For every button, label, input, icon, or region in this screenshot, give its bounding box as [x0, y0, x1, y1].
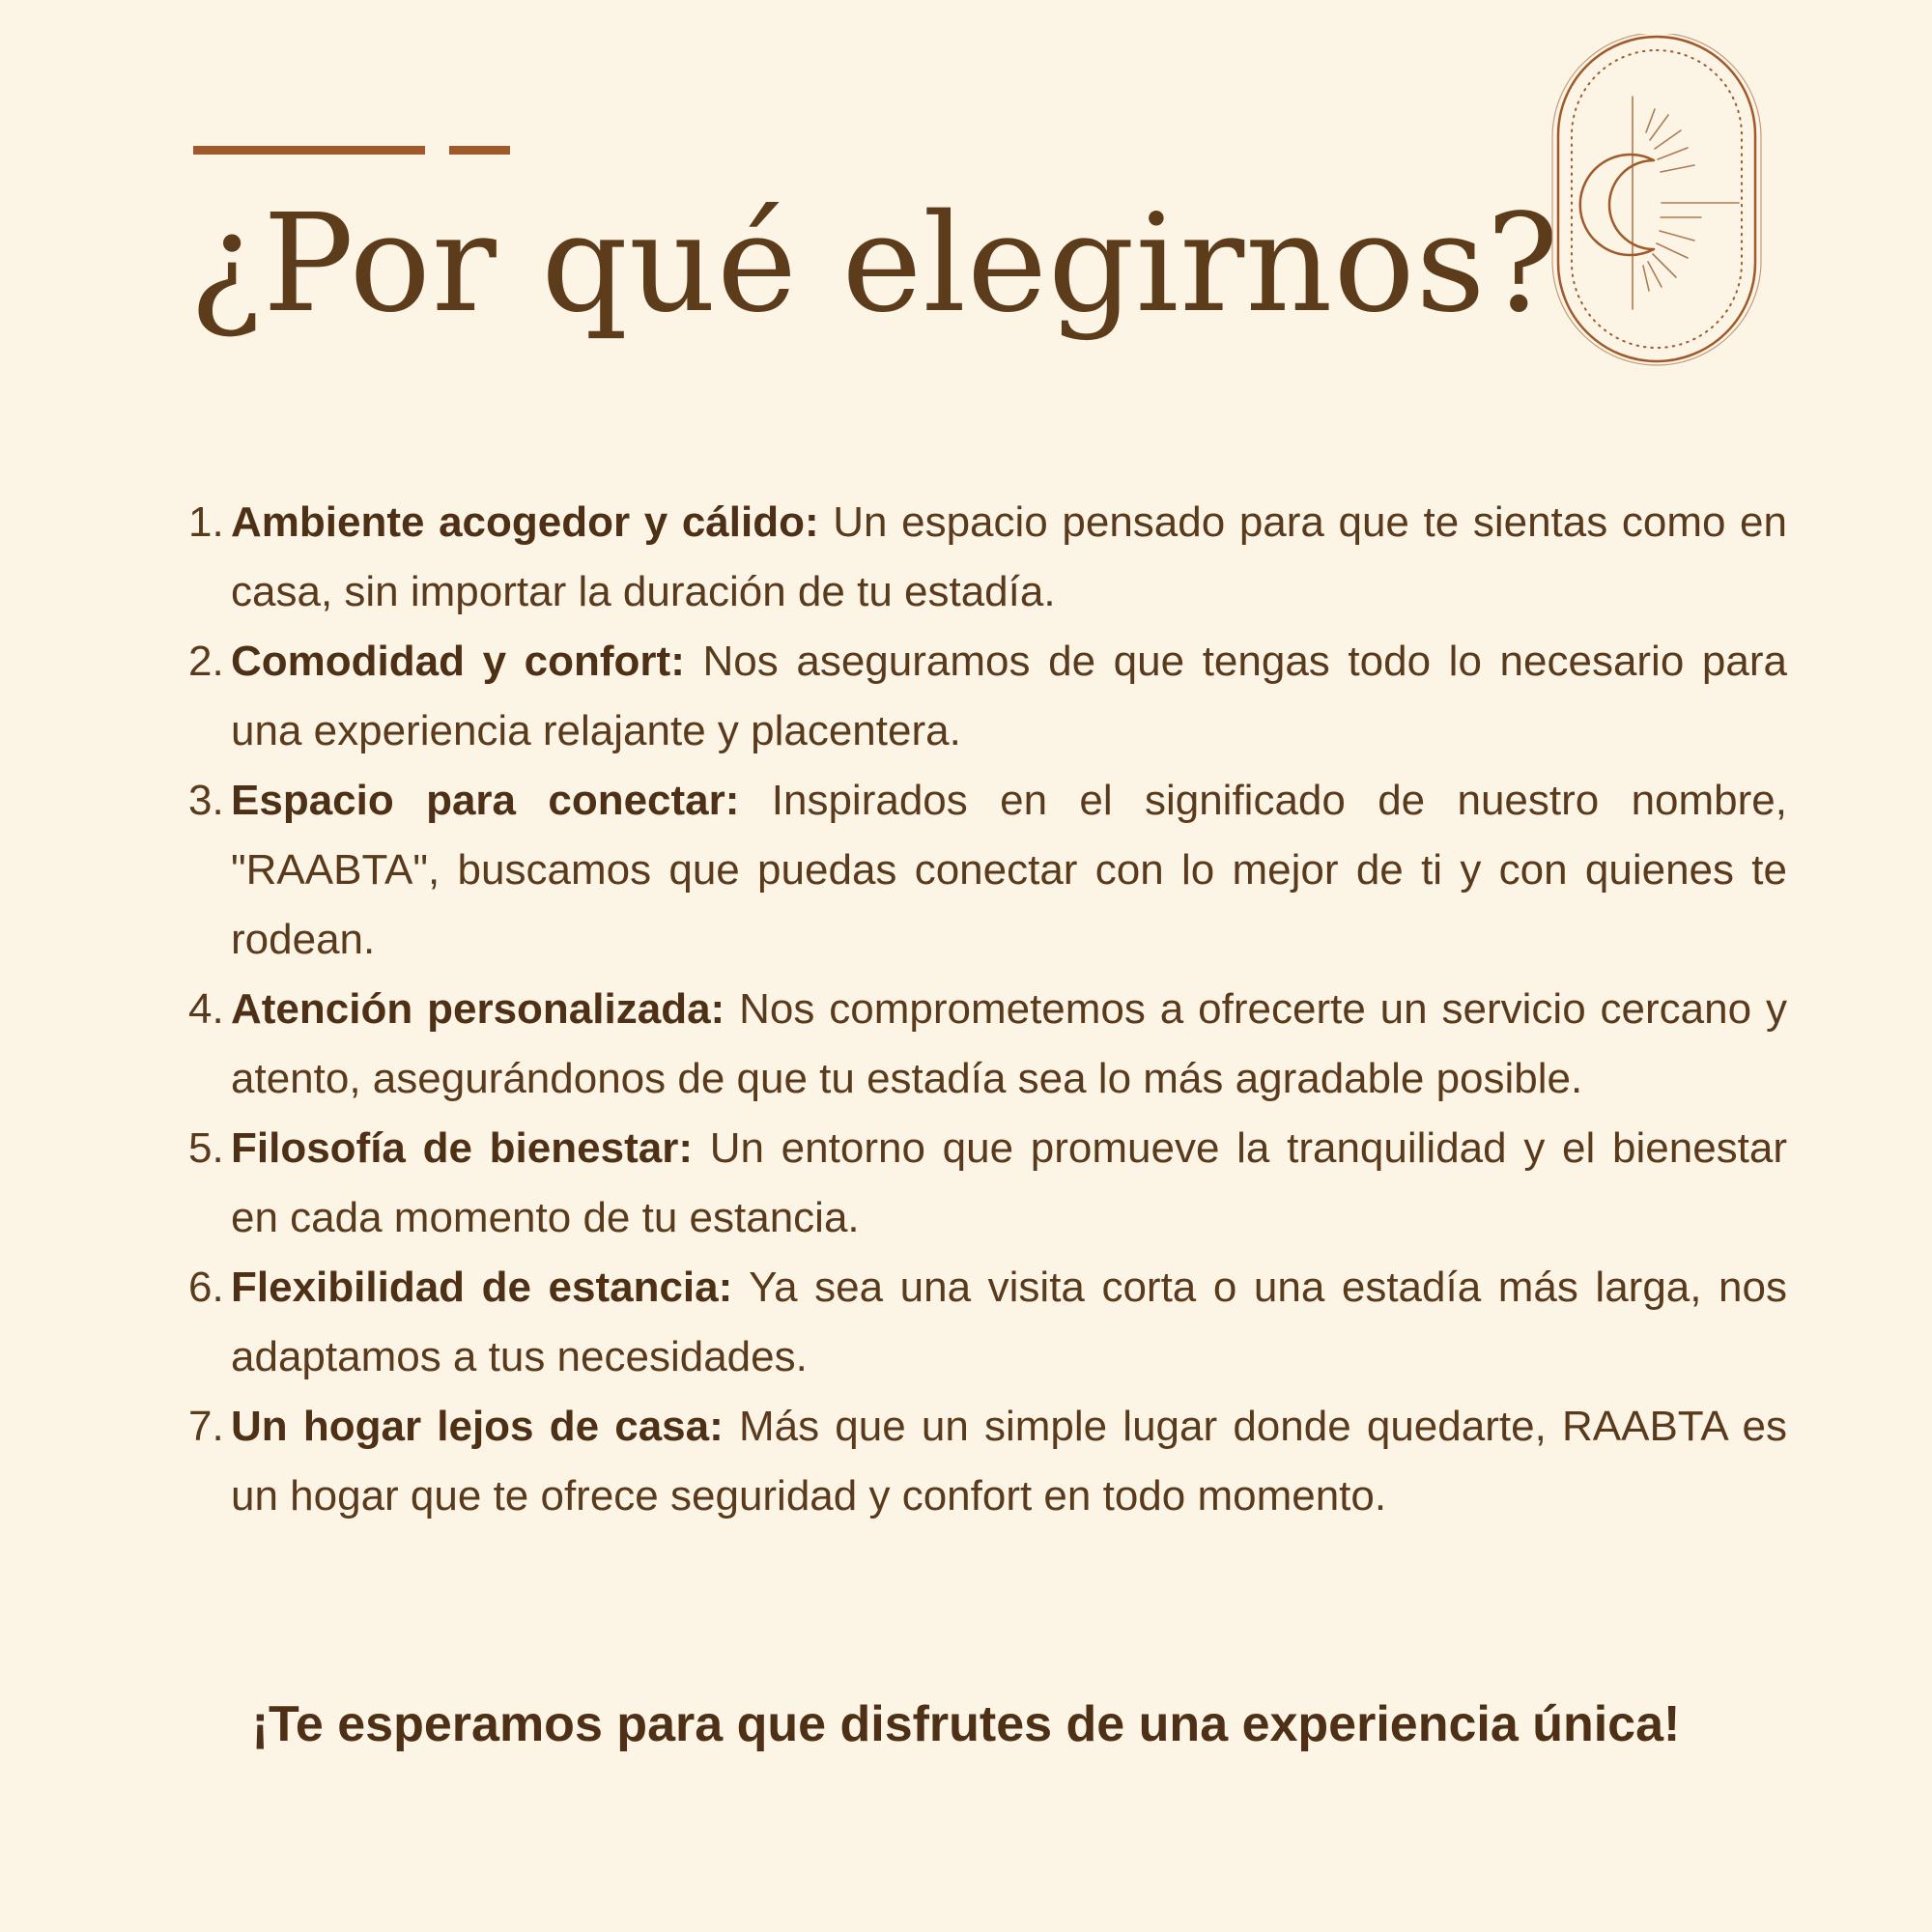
closing-message: ¡Te esperamos para que disfrutes de una experiencia única! — [251, 1696, 1681, 1752]
list-item-title: Espacio para conectar: — [231, 777, 740, 824]
list-item — [188, 1253, 1787, 1392]
accent-bar-long — [193, 146, 425, 155]
list-item-text: Un entorno que promueve la tranquilidad y el bienestar en cada momento de tu estancia. — [231, 1124, 1788, 1241]
list-item-title: Atención personalizada: — [231, 985, 725, 1033]
list-item-text: Inspirados en el significado de nuestro nombre, "RAABTA", buscamos que puedas conectar con lo mejor de ti y con quienes te rodean. — [231, 777, 1787, 963]
list-item-body — [231, 627, 1787, 766]
list-item-text: Nos aseguramos de que tengas todo lo necesario para una experiencia relajante y placentera. — [231, 638, 1787, 754]
list-item-number: 6. — [188, 1264, 224, 1311]
list-item-body — [231, 1253, 1787, 1392]
list-item-text: Ya sea una visita corta o una estadía más larga, nos adaptamos a tus necesidades. — [231, 1264, 1788, 1380]
moon-sun-arch-icon — [1550, 34, 1763, 367]
list-item-body — [231, 975, 1787, 1114]
list-item-body — [231, 1114, 1787, 1253]
list-item — [188, 1392, 1787, 1531]
list-item — [188, 627, 1787, 766]
list-item-number: 3. — [188, 777, 224, 824]
list-item-text: Más que un simple lugar donde quedarte, RAABTA es un hogar que te ofrece seguridad y confort en todo momento. — [231, 1403, 1787, 1520]
list-item-title: Flexibilidad de estancia: — [231, 1264, 733, 1311]
list-item — [188, 766, 1787, 975]
list-item-number: 4. — [188, 985, 224, 1033]
list-item-title: Ambiente acogedor y cálido: — [231, 498, 819, 546]
accent-bar-short — [449, 146, 510, 155]
list-item — [188, 1114, 1787, 1253]
list-item-title: Un hogar lejos de casa: — [231, 1403, 724, 1450]
list-item-body — [231, 488, 1787, 627]
list-item-body — [231, 1392, 1787, 1531]
list-item-number: 1. — [188, 498, 224, 546]
list-item — [188, 488, 1787, 627]
list-item-number: 5. — [188, 1124, 224, 1172]
page-title: ¿Por qué elegirnos? — [189, 185, 1560, 343]
list-item-text: Un espacio pensado para que te sientas como en casa, sin importar la duración de tu estadía. — [231, 498, 1787, 615]
list-item-text: Nos comprometemos a ofrecerte un servicio cercano y atento, asegurándonos de que tu estadía sea lo más agradable posible. — [231, 985, 1787, 1102]
list-item-number: 2. — [188, 638, 224, 685]
list-item — [188, 975, 1787, 1114]
reasons-list — [188, 488, 1787, 1531]
list-item-title: Comodidad y confort: — [231, 638, 685, 685]
list-item-number: 7. — [188, 1403, 224, 1450]
list-item-body — [231, 766, 1787, 975]
list-item-title: Filosofía de bienestar: — [231, 1124, 693, 1172]
